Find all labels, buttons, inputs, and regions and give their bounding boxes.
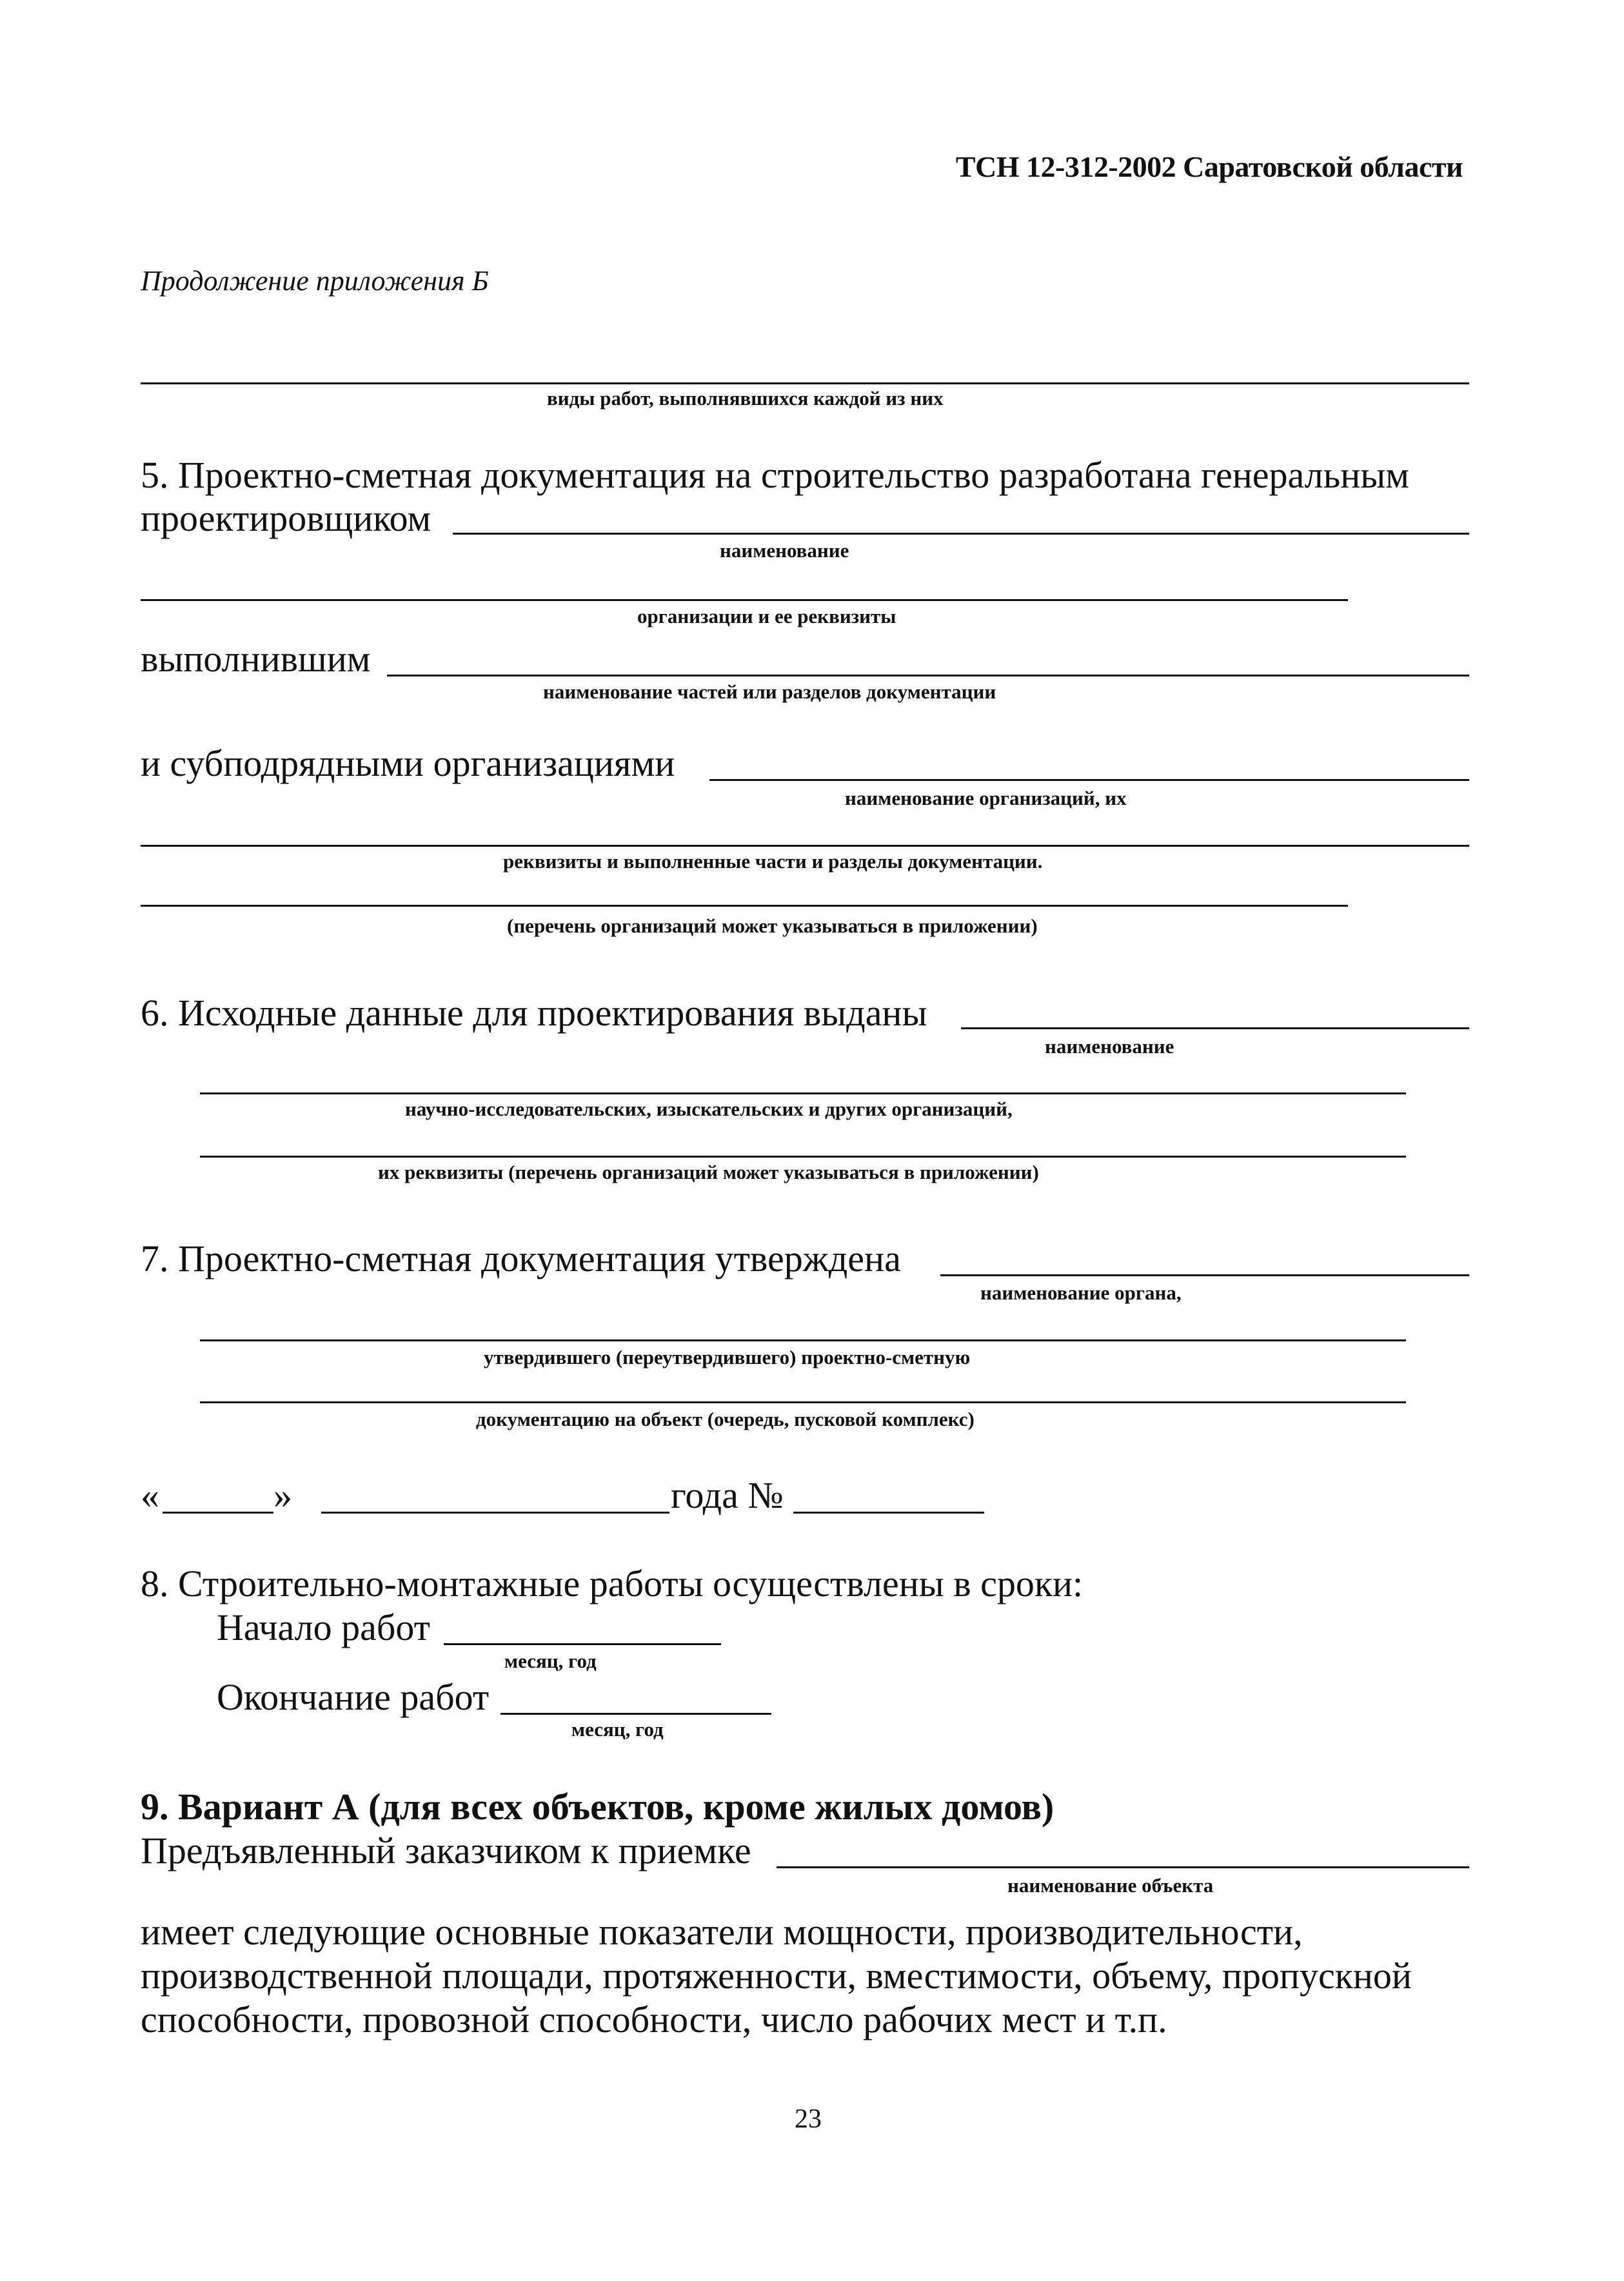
- caption-object-name: наименование объекта: [1007, 1874, 1214, 1897]
- item7-text: 7. Проектно-сметная документация утверждена: [141, 1238, 901, 1279]
- caption-research-orgs: научно-исследовательских, изыскательских и других организаций,: [405, 1098, 1013, 1120]
- caption-doc-parts: наименование частей или разделов документации: [543, 680, 996, 703]
- fill-line-approved-3[interactable]: [200, 1401, 1406, 1403]
- item9-presented: Предъявленный заказчиком к приемке: [141, 1830, 751, 1871]
- caption-list-note-1: (перечень организаций может указываться в приложении): [507, 914, 1038, 937]
- fill-line-start[interactable]: [444, 1643, 721, 1645]
- caption-organ-name: наименование органа,: [980, 1281, 1182, 1304]
- fill-line-research[interactable]: [200, 1092, 1406, 1094]
- item9-para-line3: способности, провозной способности, число рабочих мест и т.п.: [141, 1999, 1167, 2040]
- caption-work-types: виды работ, выполнявшихся каждой из них: [547, 387, 944, 410]
- fill-line-object[interactable]: [777, 1866, 1469, 1868]
- caption-documentation: документацию на объект (очередь, пусковой комплекс): [476, 1408, 975, 1430]
- fill-line-research-rekv[interactable]: [200, 1156, 1406, 1158]
- item8-start: Начало работ: [217, 1606, 431, 1648]
- caption-org-rekvizity: организации и ее реквизиты: [637, 605, 896, 627]
- page-number: 23: [795, 2104, 822, 2134]
- caption-org-names: наименование организаций, их: [845, 787, 1127, 809]
- fill-line-day[interactable]: [163, 1512, 273, 1514]
- caption-rekv-parts: реквизиты и выполненные части и разделы документации.: [503, 850, 1043, 873]
- date-close-quote: »: [273, 1474, 292, 1516]
- continuation-label: Продолжение приложения Б: [141, 265, 489, 297]
- fill-line-executed[interactable]: [387, 675, 1469, 676]
- caption-naimenovanie: наименование: [720, 539, 849, 562]
- item9-para-line1: имеет следующие основные показатели мощности, производительности,: [141, 1911, 1303, 1953]
- fill-line-general-designer[interactable]: [453, 533, 1469, 535]
- caption-month-year-1: месяц, год: [504, 1650, 597, 1672]
- fill-line-rekv[interactable]: [141, 845, 1469, 847]
- caption-month-year-2: месяц, год: [571, 1718, 664, 1741]
- fill-line-list[interactable]: [141, 905, 1348, 907]
- fill-line[interactable]: [141, 382, 1469, 384]
- item8-end: Окончание работ: [217, 1676, 490, 1718]
- item9-para-line2: производственной площади, протяженности, вместимости, объему, пропускной: [141, 1955, 1412, 1997]
- fill-line-end[interactable]: [500, 1713, 771, 1715]
- item6-text: 6. Исходные данные для проектирования выданы: [141, 992, 927, 1034]
- fill-line-month[interactable]: [321, 1512, 669, 1514]
- item5-subcontractors: и субподрядными организациями: [141, 742, 675, 784]
- fill-line-subcontractors[interactable]: [709, 779, 1469, 781]
- item5-line1: 5. Проектно-сметная документация на строительство разработана генеральным: [141, 454, 1409, 496]
- document-header: ТСН 12-312-2002 Саратовской области: [955, 150, 1463, 183]
- item5-executed: выполнившим: [141, 638, 371, 680]
- fill-line-approved[interactable]: [940, 1274, 1469, 1276]
- year-number-label: года №: [671, 1474, 784, 1516]
- fill-line-approved-2[interactable]: [200, 1339, 1406, 1341]
- item9-heading: 9. Вариант А (для всех объектов, кроме жилых домов): [141, 1786, 1055, 1828]
- caption-list-note-2: их реквизиты (перечень организаций может указываться в приложении): [378, 1161, 1039, 1183]
- fill-line-org[interactable]: [141, 599, 1348, 601]
- item8-text: 8. Строительно-монтажные работы осуществлены в сроки:: [141, 1563, 1084, 1605]
- item5-line2: проектировщиком: [141, 497, 431, 539]
- fill-line-number[interactable]: [793, 1512, 984, 1514]
- caption-naimenovanie-2: наименование: [1045, 1035, 1174, 1058]
- date-open-quote: «: [141, 1474, 159, 1516]
- caption-approved: утвердившего (переутвердившего) проектно-сметную: [484, 1346, 971, 1368]
- fill-line-source-data[interactable]: [961, 1027, 1469, 1029]
